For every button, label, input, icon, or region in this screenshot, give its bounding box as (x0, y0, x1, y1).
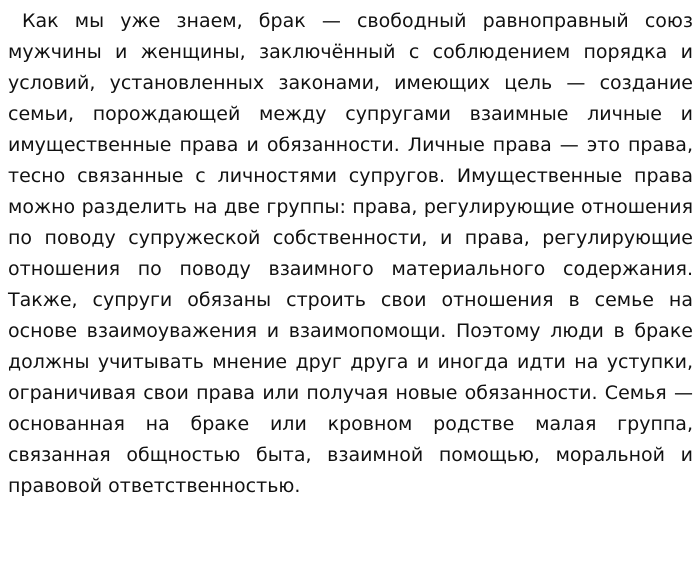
body-paragraph: Как мы уже знаем, брак — свободный равноправный союз мужчины и женщины, заключённый с соблюдением порядка и условий, установленных законами, имеющих цель — создание семьи, порождающей между супругами взаимные личные и имущественные права и обязанности. Личные права — это права, тесно связанные с личностями супругов. Имущественные права можно разделить на две группы: права, регулирующие отношения по поводу супружеской собственности, и права, регулирующие отношения по поводу взаимного материального содержания. Также, супруги обязаны строить свои отношения в семье на основе взаимоуважения и взаимопомощи. Поэтому люди в браке должны учитывать мнение друг друга и иногда идти на уступки, ограничивая свои права или получая новые обязанности. Семья — основанная на браке или кровном родстве малая группа, связанная общностью быта, взаимной помощью, моральной и правовой ответственностью. (8, 10, 693, 497)
document-page (8, 6, 693, 502)
